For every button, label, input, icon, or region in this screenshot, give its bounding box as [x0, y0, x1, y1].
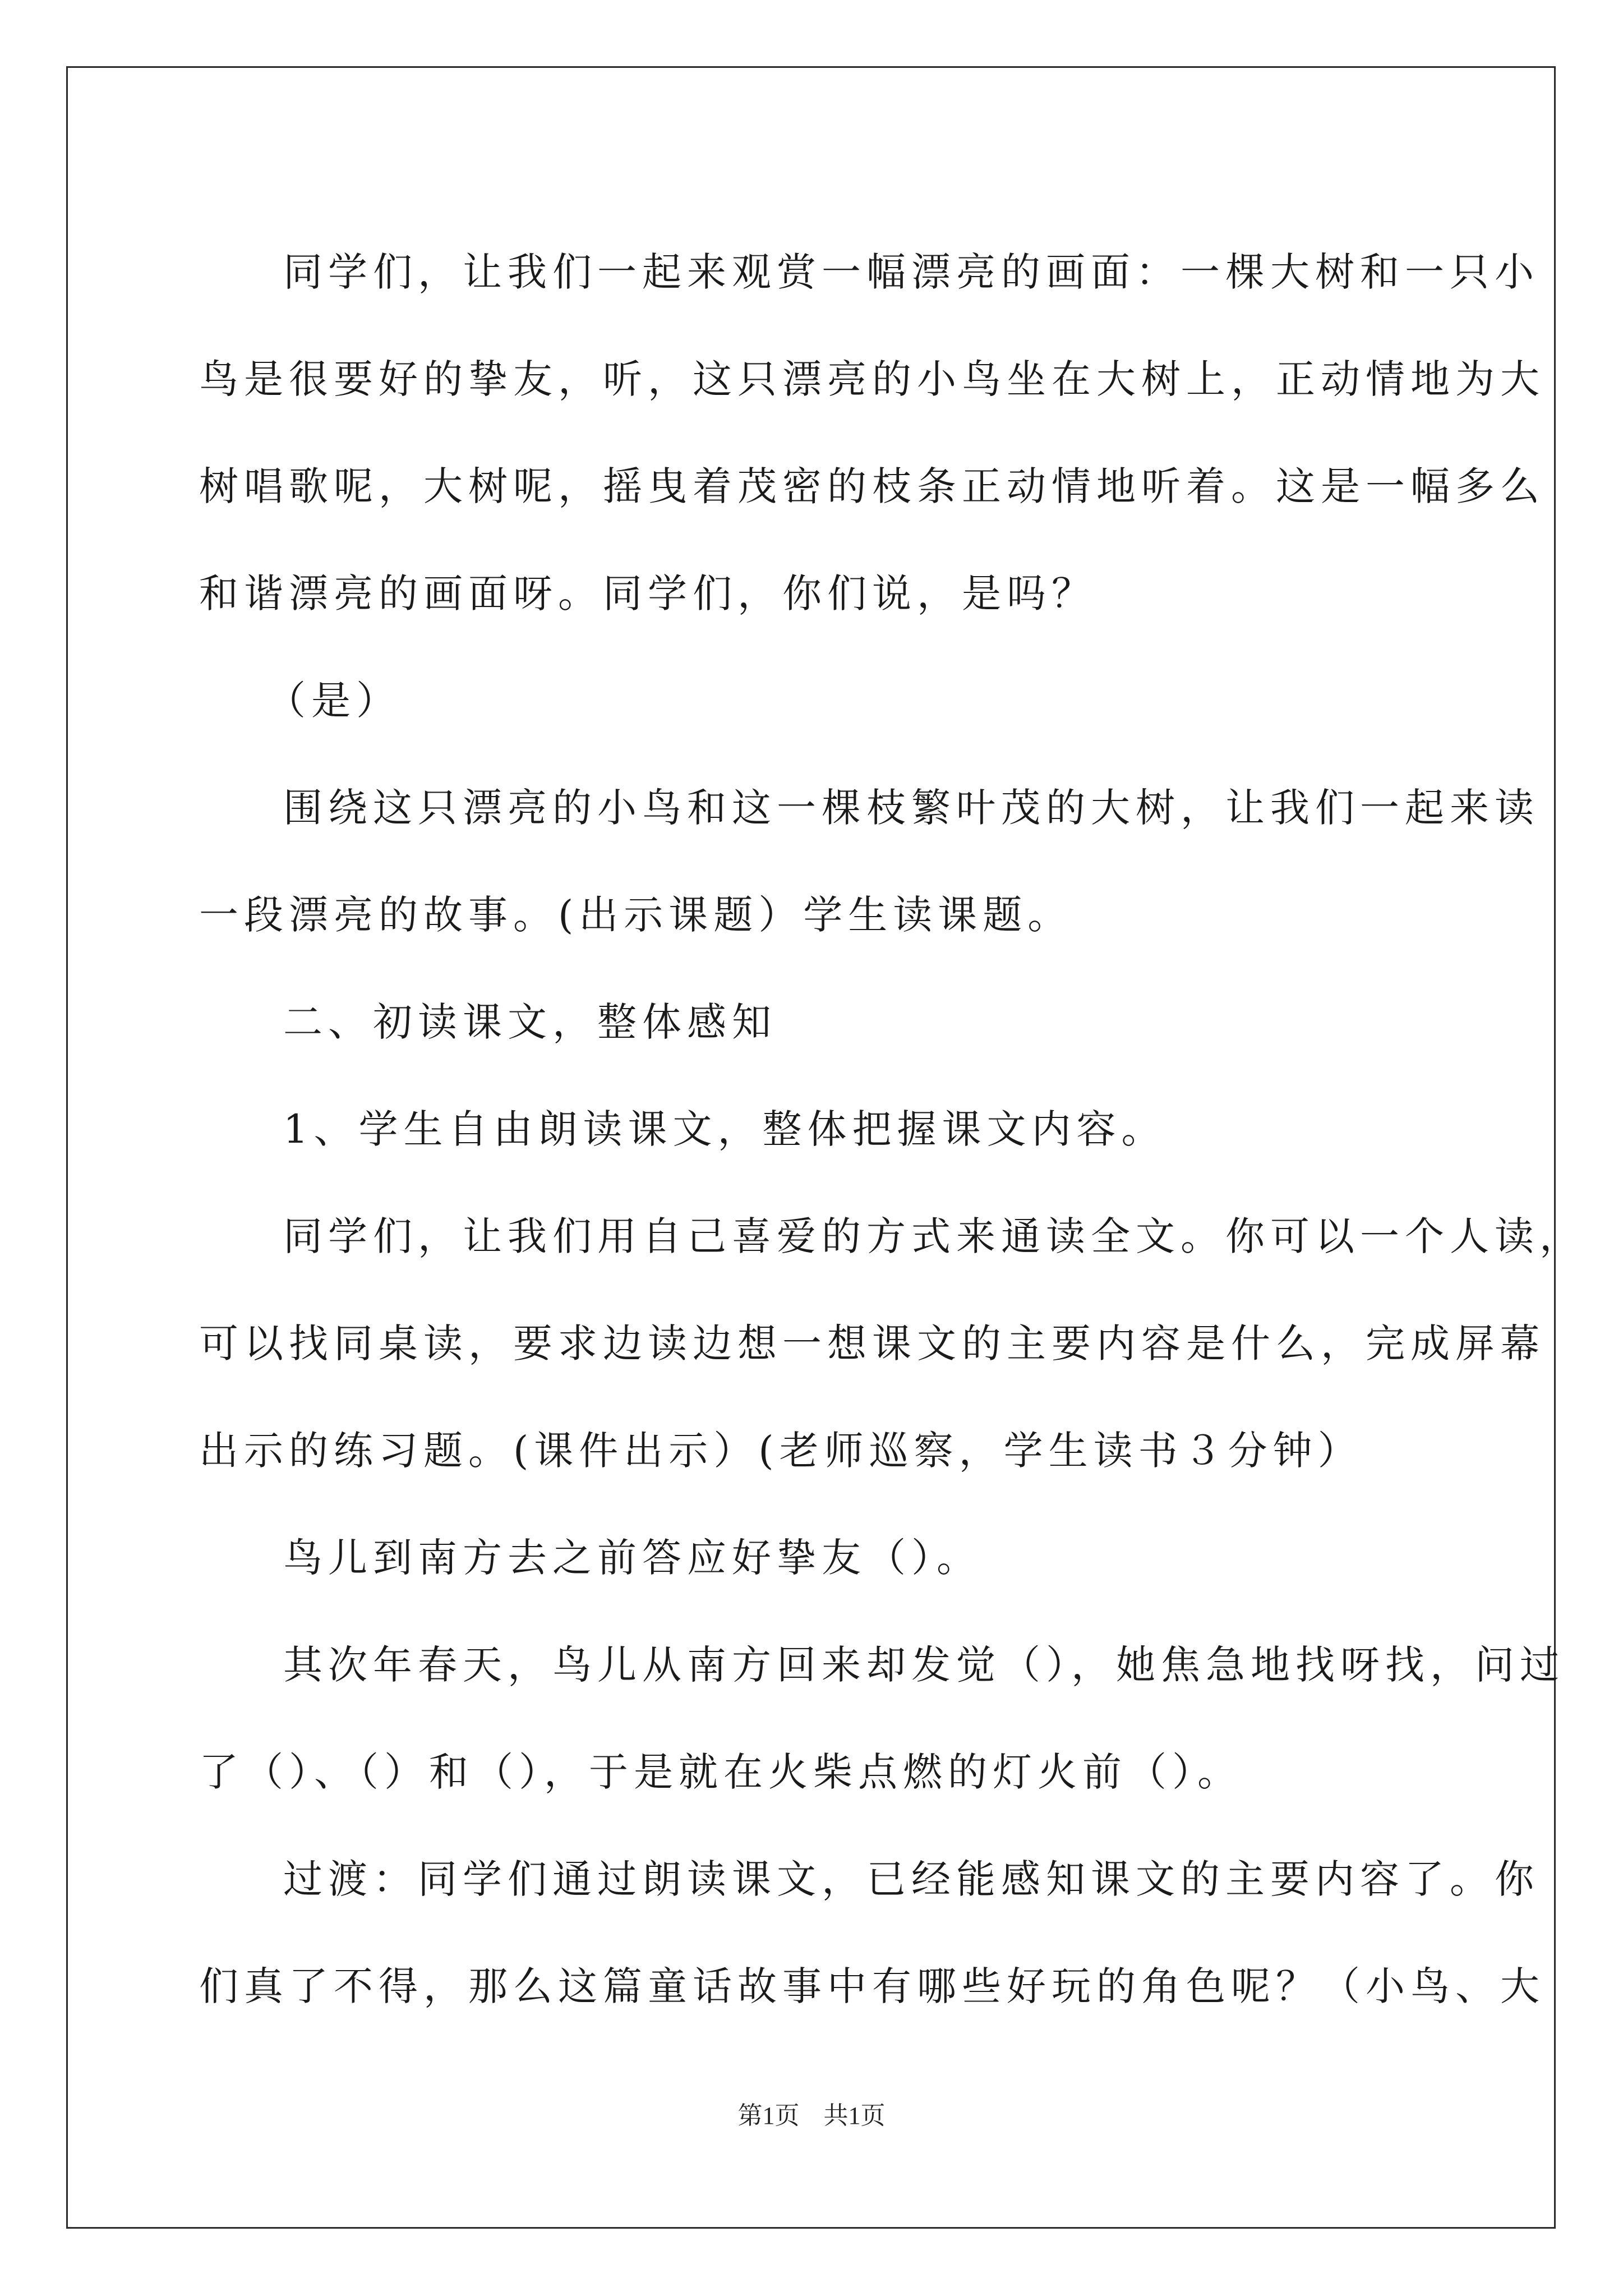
text-line: 们真了不得，那么这篇童话故事中有哪些好玩的角色呢？（小鸟、大 [199, 1963, 1545, 2009]
exercise-line-1 [199, 1504, 1433, 1612]
text-line: 过渡：同学们通过朗读课文，已经能感知课文的主要内容了。你 [283, 1856, 1539, 1902]
text-line: 了（）、（）和（），于是就在火柴点燃的灯火前（）。 [199, 1749, 1242, 1795]
text-line: 同学们，让我们用自己喜爱的方式来通读全文。你可以一个人读， [283, 1213, 1584, 1259]
text-line: 和谐漂亮的画面呀。同学们，你们说，是吗？ [199, 570, 1096, 616]
text-line: 树唱歌呢，大树呢，摇曳着茂密的枝条正动情地听着。这是一幅多么 [199, 463, 1545, 509]
text-line: 一段漂亮的故事。(出示课题）学生读课题。 [199, 892, 1073, 938]
section-heading [199, 969, 1433, 1076]
text-line: 鸟是很要好的挚友，听，这只漂亮的小鸟坐在大树上，正动情地为大 [199, 356, 1545, 402]
page-number-current: 第1页 [737, 2102, 800, 2129]
step-heading [199, 1076, 1433, 1183]
text-line: 可以找同桌读，要求边读边想一想课文的主要内容是什么，完成屏幕 [199, 1320, 1545, 1366]
text-line: 二、初读课文，整体感知 [283, 999, 777, 1045]
text-line: 1、学生自由朗读课文，整体把握课文内容。 [283, 1106, 1166, 1152]
text-line: 围绕这只漂亮的小鸟和这一棵枝繁叶茂的大树，让我们一起来读 [283, 785, 1539, 831]
page-footer [0, 2095, 1623, 2131]
text-line: 鸟儿到南方去之前答应好挚友（）。 [283, 1535, 981, 1581]
page-number-total: 共1页 [823, 2102, 886, 2129]
text-line: 其次年春天，鸟儿从南方回来却发觉（），她焦急地找呀找，问过 [283, 1642, 1565, 1688]
paragraph-1 [199, 219, 1545, 647]
exercise-line-2 [199, 1612, 1565, 1826]
document-body [199, 219, 1584, 2040]
text-line: 同学们，让我们一起来观赏一幅漂亮的画面：一棵大树和一只小 [283, 249, 1539, 295]
paragraph-6 [199, 1183, 1584, 1504]
paragraph-3 [199, 754, 1539, 969]
text-line: 出示的练习题。(课件出示）(老师巡察，学生读书３分钟） [199, 1428, 1363, 1474]
paragraph-2 [199, 647, 1433, 754]
paragraph-transition [199, 1826, 1545, 2040]
text-line: （是） [266, 678, 401, 724]
